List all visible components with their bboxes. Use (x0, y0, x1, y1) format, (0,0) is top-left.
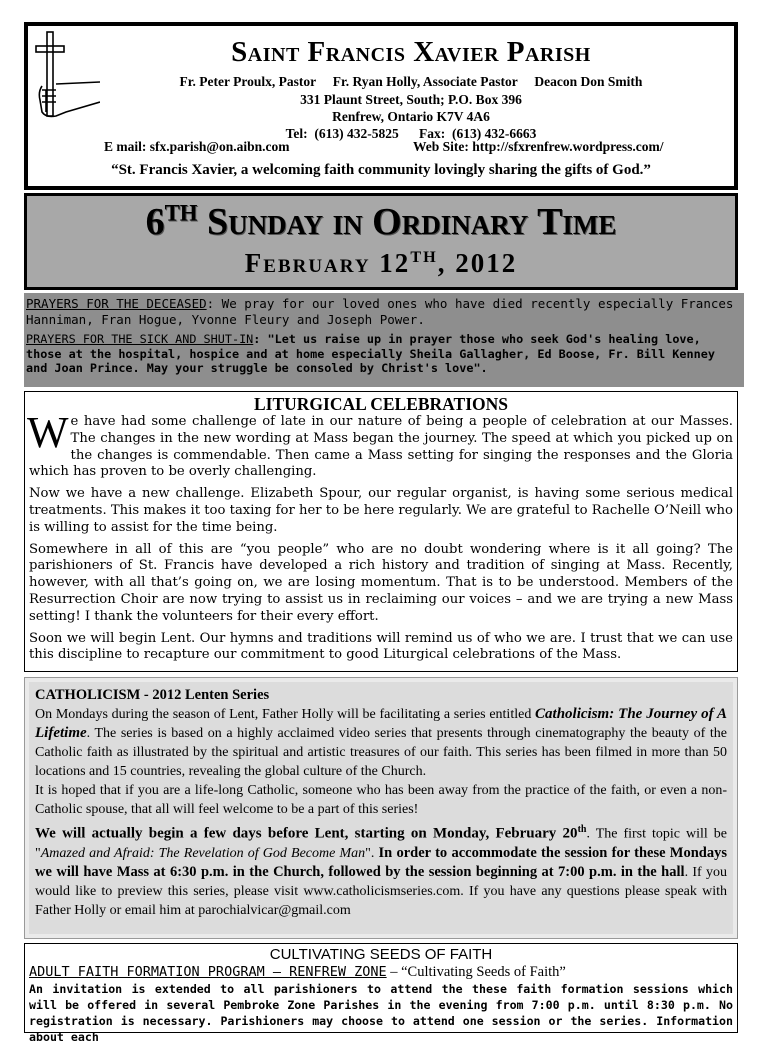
parish-header (24, 22, 738, 190)
sunday-title: 6TH Sunday in Ordinary Time (145, 200, 617, 243)
sunday-banner (24, 193, 738, 290)
cultivating-body: An invitation is extended to all parishioners to attend the these faith formation sessions which will be offered in several Pembroke Zone Parishes in the evening from 7:00 p.m. until 8:30 p.m. No registration is necessary. Parishioners may choose to attend one session or the series. Information about each (29, 982, 733, 1044)
liturgical-section (24, 391, 738, 672)
address-line-1: 331 Plaunt Street, South; P.O. Box 396 (300, 92, 522, 107)
parish-name: Saint Francis Xavier Parish (231, 36, 591, 68)
prayers-section (24, 293, 744, 387)
website-line: Web Site: http://sfxrenfrew.wordpress.com/ (413, 139, 664, 154)
prayers-sick: PRAYERS FOR THE SICK AND SHUT-IN: "Let us raise up in prayer those who seek God's healing love, those at the hospital, hospice and at home especially Sheila Gallagher, Ed Boose, Fr. Bill Kenney and Joan Prince. May your struggle be consoled by Christ's love". (26, 332, 715, 375)
catholicism-paragraph-1: On Mondays during the season of Lent, Father Holly will be facilitating a series entitled Catholicism: The Journey of A Lifetime. The series is based on a highly acclaimed video series that presents through cinematography the beauty of the Catholic faith as illustrated by the spiritual and artistic treasures of our faith. This series has been filmed in more than 50 locations and 15 countries, revealing the global culture of the Church. (35, 706, 727, 779)
liturgical-paragraph-4: Soon we will begin Lent. Our hymns and traditions will remind us of who we are. I trust that we can use this discipline to recapture our commitment to good Liturgical celebrations of the Mass. (29, 630, 733, 663)
catholicism-section (24, 677, 738, 939)
sunday-date: February 12TH, 2012 (244, 248, 518, 278)
cultivating-subheading: ADULT FAITH FORMATION PROGRAM – RENFREW ZONE – “Cultivating Seeds of Faith” (29, 964, 566, 980)
email-line: E mail: sfx.parish@on.aibn.com (104, 139, 290, 154)
catholicism-paragraph-3: We will actually begin a few days before Lent, starting on Monday, February 20th. The first topic will be "Amazed and Afraid: The Revelation of God Become Man". In order to accommodate the session for these Mondays we will have Mass at 6:30 p.m. in the Church, followed by the session beginning at 7:00 p.m. in the hall. If you would like to preview this series, please visit www.catholicismseries.com. If you have any questions please speak with Father Holly or email him at parochialvicar@gmail.com (35, 824, 728, 918)
prayers-deceased: PRAYERS FOR THE DECEASED: We pray for our loved ones who have died recently especially Frances Hanniman, Fran Hogue, Yvonne Fleury and Joseph Power. (26, 296, 734, 327)
cultivating-heading: CULTIVATING SEEDS OF FAITH (269, 946, 493, 963)
liturgical-paragraph-3: Somewhere in all of this are “you people” who are no doubt wondering where is it all going? The parishioners of St. Francis have developed a rich history and tradition of singing at Mass. Recently, however, with all that’s going on, we are losing momentum. That is to be understood. Members of the Resurrection Choir are now trying to assist us in reclaiming our voices – and we are trying a new Mass setting! I thank the volunteers for their every effort. (29, 541, 733, 624)
liturgical-paragraph-2: Now we have a new challenge. Elizabeth Spour, our regular organist, is having some serious medical treatments. This makes it too taxing for her to be here regularly. We are grateful to Rachelle O’Neill who is willing to assist for the time being. (29, 486, 733, 535)
phone-line: Tel: (613) 432-5825 Fax: (613) 432-6663 (285, 126, 537, 141)
catholicism-paragraph-2: It is hoped that if you are a life-long Catholic, someone who has been away from the practice of the faith, or even a non-Catholic spouse, that all will feel welcome to be a part of this series! (35, 783, 727, 817)
clergy-line: Fr. Peter Proulx, Pastor Fr. Ryan Holly, Associate Pastor Deacon Don Smith (179, 74, 643, 89)
cultivating-section (24, 943, 738, 1044)
parish-motto: “St. Francis Xavier, a welcoming faith community lovingly sharing the gifts of God.” (111, 162, 651, 178)
catholicism-title: CATHOLICISM - 2012 Lenten Series (35, 687, 270, 703)
address-line-2: Renfrew, Ontario K7V 4A6 (332, 109, 490, 124)
drop-cap: W (27, 408, 69, 457)
liturgical-heading: LITURGICAL CELEBRATIONS (254, 394, 508, 414)
liturgical-paragraph-1: We have had some challenge of late in our nature of being a people of celebration at our Masses. The changes in the new wording at Mass began the journey. The speed at which you picked up on the changes is commendable. Then came a Mass setting for singing the responses and the Gloria which has proven to be overly challenging. (27, 408, 733, 480)
